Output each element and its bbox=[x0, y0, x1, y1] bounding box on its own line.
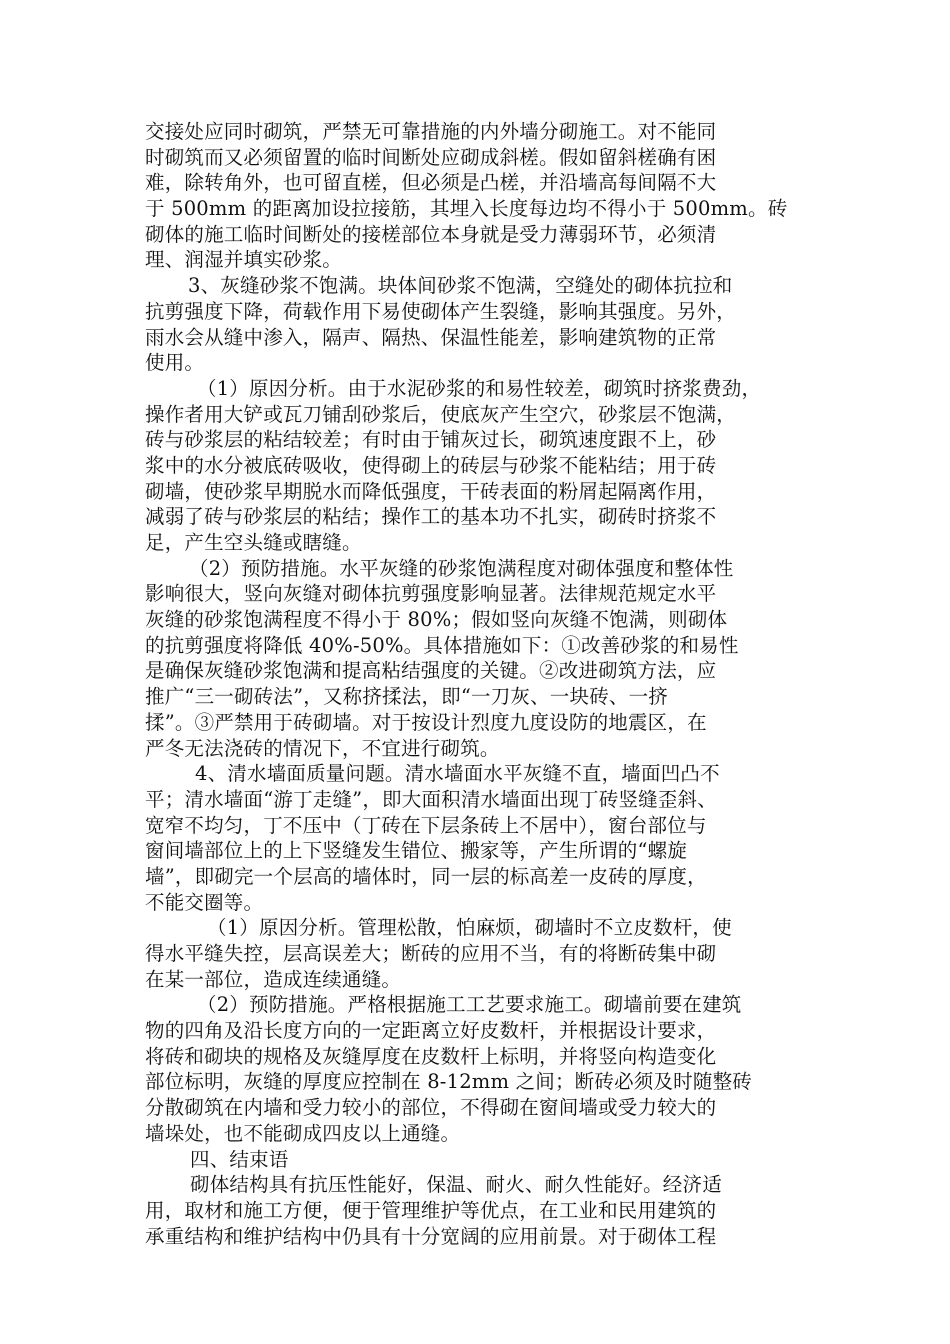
text-line: 砌体结构具有抗压性能好，保温、耐火、耐久性能好。经济适 bbox=[190, 1173, 722, 1197]
text-line: 墙”，即砌完一个层高的墙体时，同一层的标高差一皮砖的厚度， bbox=[145, 864, 707, 888]
text-line: 雨水会从缝中渗入，隔声、隔热、保温性能差，影响建筑物的正常 bbox=[145, 325, 717, 349]
text-line: 得水平缝失控，层高误差大；断砖的应用不当，有的将断砖集中砌 bbox=[145, 942, 717, 965]
text-line: 砖与砂浆层的粘结较差；有时由于铺灰过长，砌筑速度跟不上，砂 bbox=[145, 428, 717, 452]
text-line: 抗剪强度下降，荷载作用下易使砌体产生裂缝，影响其强度。另外， bbox=[145, 299, 737, 323]
text-line: 灰缝的砂浆饱满程度不得小于 80%；假如竖向灰缝不饱满，则砌体 bbox=[145, 608, 728, 632]
text-line: 理、润湿并填实砂浆。 bbox=[145, 248, 343, 272]
text-line: 于 500mm 的距离加设拉接筋，其埋入长度每边均不得小于 500mm。砖 bbox=[145, 197, 788, 221]
text-line: 交接处应同时砌筑，严禁无可靠措施的内外墙分砌施工。对不能同 bbox=[145, 120, 717, 143]
text-line: 在某一部位，造成连续通缝。 bbox=[145, 967, 402, 991]
text-line: 4、清水墙面质量问题。清水墙面水平灰缝不直，墙面凹凸不 bbox=[195, 762, 720, 786]
text-line: 是确保灰缝砂浆饱满和提高粘结强度的关键。②改进砌筑方法，应 bbox=[145, 659, 717, 683]
text-line: 3、灰缝砂浆不饱满。块体间砂浆不饱满，空缝处的砌体抗拉和 bbox=[188, 274, 733, 298]
text-line: 严冬无法浇砖的情况下，不宜进行砌筑。 bbox=[145, 736, 500, 760]
text-line: 砌体的施工临时间断处的接槎部位本身就是受力薄弱环节，必须清 bbox=[145, 222, 717, 246]
text-line: 窗间墙部位上的上下竖缝发生错位、搬家等，产生所谓的“螺旋 bbox=[145, 839, 688, 863]
text-line: 承重结构和维护结构中仍具有十分宽阔的应用前景。对于砌体工程 bbox=[145, 1224, 717, 1248]
text-line: 时砌筑而又必须留置的临时间断处应砌成斜槎。假如留斜槎确有困 bbox=[145, 145, 717, 169]
text-line: 宽窄不均匀，丁不压中（丁砖在下层条砖上不居中），窗台部位与 bbox=[145, 813, 707, 837]
body-text bbox=[145, 119, 825, 1249]
text-line: 砌墙，使砂浆早期脱水而降低强度，干砖表面的粉屑起隔离作用， bbox=[145, 479, 717, 503]
text-line: 部位标明，灰缝的厚度应控制在 8-12mm 之间；断砖必须及时随整砖 bbox=[145, 1070, 752, 1094]
text-line: 操作者用大铲或瓦刀铺刮砂浆后，使底灰产生空穴，砂浆层不饱满， bbox=[145, 402, 737, 426]
text-line: 足，产生空头缝或瞎缝。 bbox=[145, 531, 362, 554]
text-line: 使用。 bbox=[145, 351, 205, 375]
text-line: 物的四角及沿长度方向的一定距离立好皮数杆，并根据设计要求， bbox=[145, 1019, 717, 1043]
text-line: 浆中的水分被底砖吸收，使得砌上的砖层与砂浆不能粘结；用于砖 bbox=[145, 453, 717, 477]
text-line: 揉”。③严禁用于砖砌墙。对于按设计烈度九度设防的地震区，在 bbox=[145, 710, 707, 734]
text-line: （1）原因分析。管理松散，怕麻烦，砌墙时不立皮数杆，使 bbox=[207, 916, 732, 940]
text-line: （2）预防措施。水平灰缝的砂浆饱满程度对砌体强度和整体性 bbox=[189, 556, 734, 580]
text-line: 影响很大，竖向灰缝对砌体抗剪强度影响显著。法律规范规定水平 bbox=[145, 582, 717, 606]
text-line: 平；清水墙面“游丁走缝”，即大面积清水墙面出现丁砖竖缝歪斜、 bbox=[145, 787, 717, 811]
text-line: 将砖和砌块的规格及灰缝厚度在皮数杆上标明，并将竖向构造变化 bbox=[145, 1044, 717, 1068]
text-line: 不能交圈等。 bbox=[145, 890, 264, 914]
text-line: 推广“三一砌砖法”，又称挤揉法，即“一刀灰、一块砖、一挤 bbox=[145, 685, 669, 709]
text-line: 的抗剪强度将降低 40%-50%。具体措施如下：①改善砂浆的和易性 bbox=[145, 633, 739, 657]
text-line: 四、结束语 bbox=[190, 1147, 289, 1171]
text-line: 墙垛处，也不能砌成四皮以上通缝。 bbox=[145, 1121, 461, 1145]
text-line: （1）原因分析。由于水泥砂浆的和易性较差，砌筑时挤浆费劲， bbox=[197, 376, 762, 400]
text-line: （2）预防措施。严格根据施工工艺要求施工。砌墙前要在建筑 bbox=[197, 993, 742, 1017]
text-line: 用，取材和施工方便，便于管理维护等优点，在工业和民用建筑的 bbox=[145, 1198, 717, 1222]
text-line: 减弱了砖与砂浆层的粘结；操作工的基本功不扎实，砌砖时挤浆不 bbox=[145, 505, 717, 529]
text-line: 分散砌筑在内墙和受力较小的部位，不得砌在窗间墙或受力较大的 bbox=[145, 1096, 717, 1120]
text-line: 难，除转角外，也可留直槎，但必须是凸槎，并沿墙高每间隔不大 bbox=[145, 171, 717, 195]
